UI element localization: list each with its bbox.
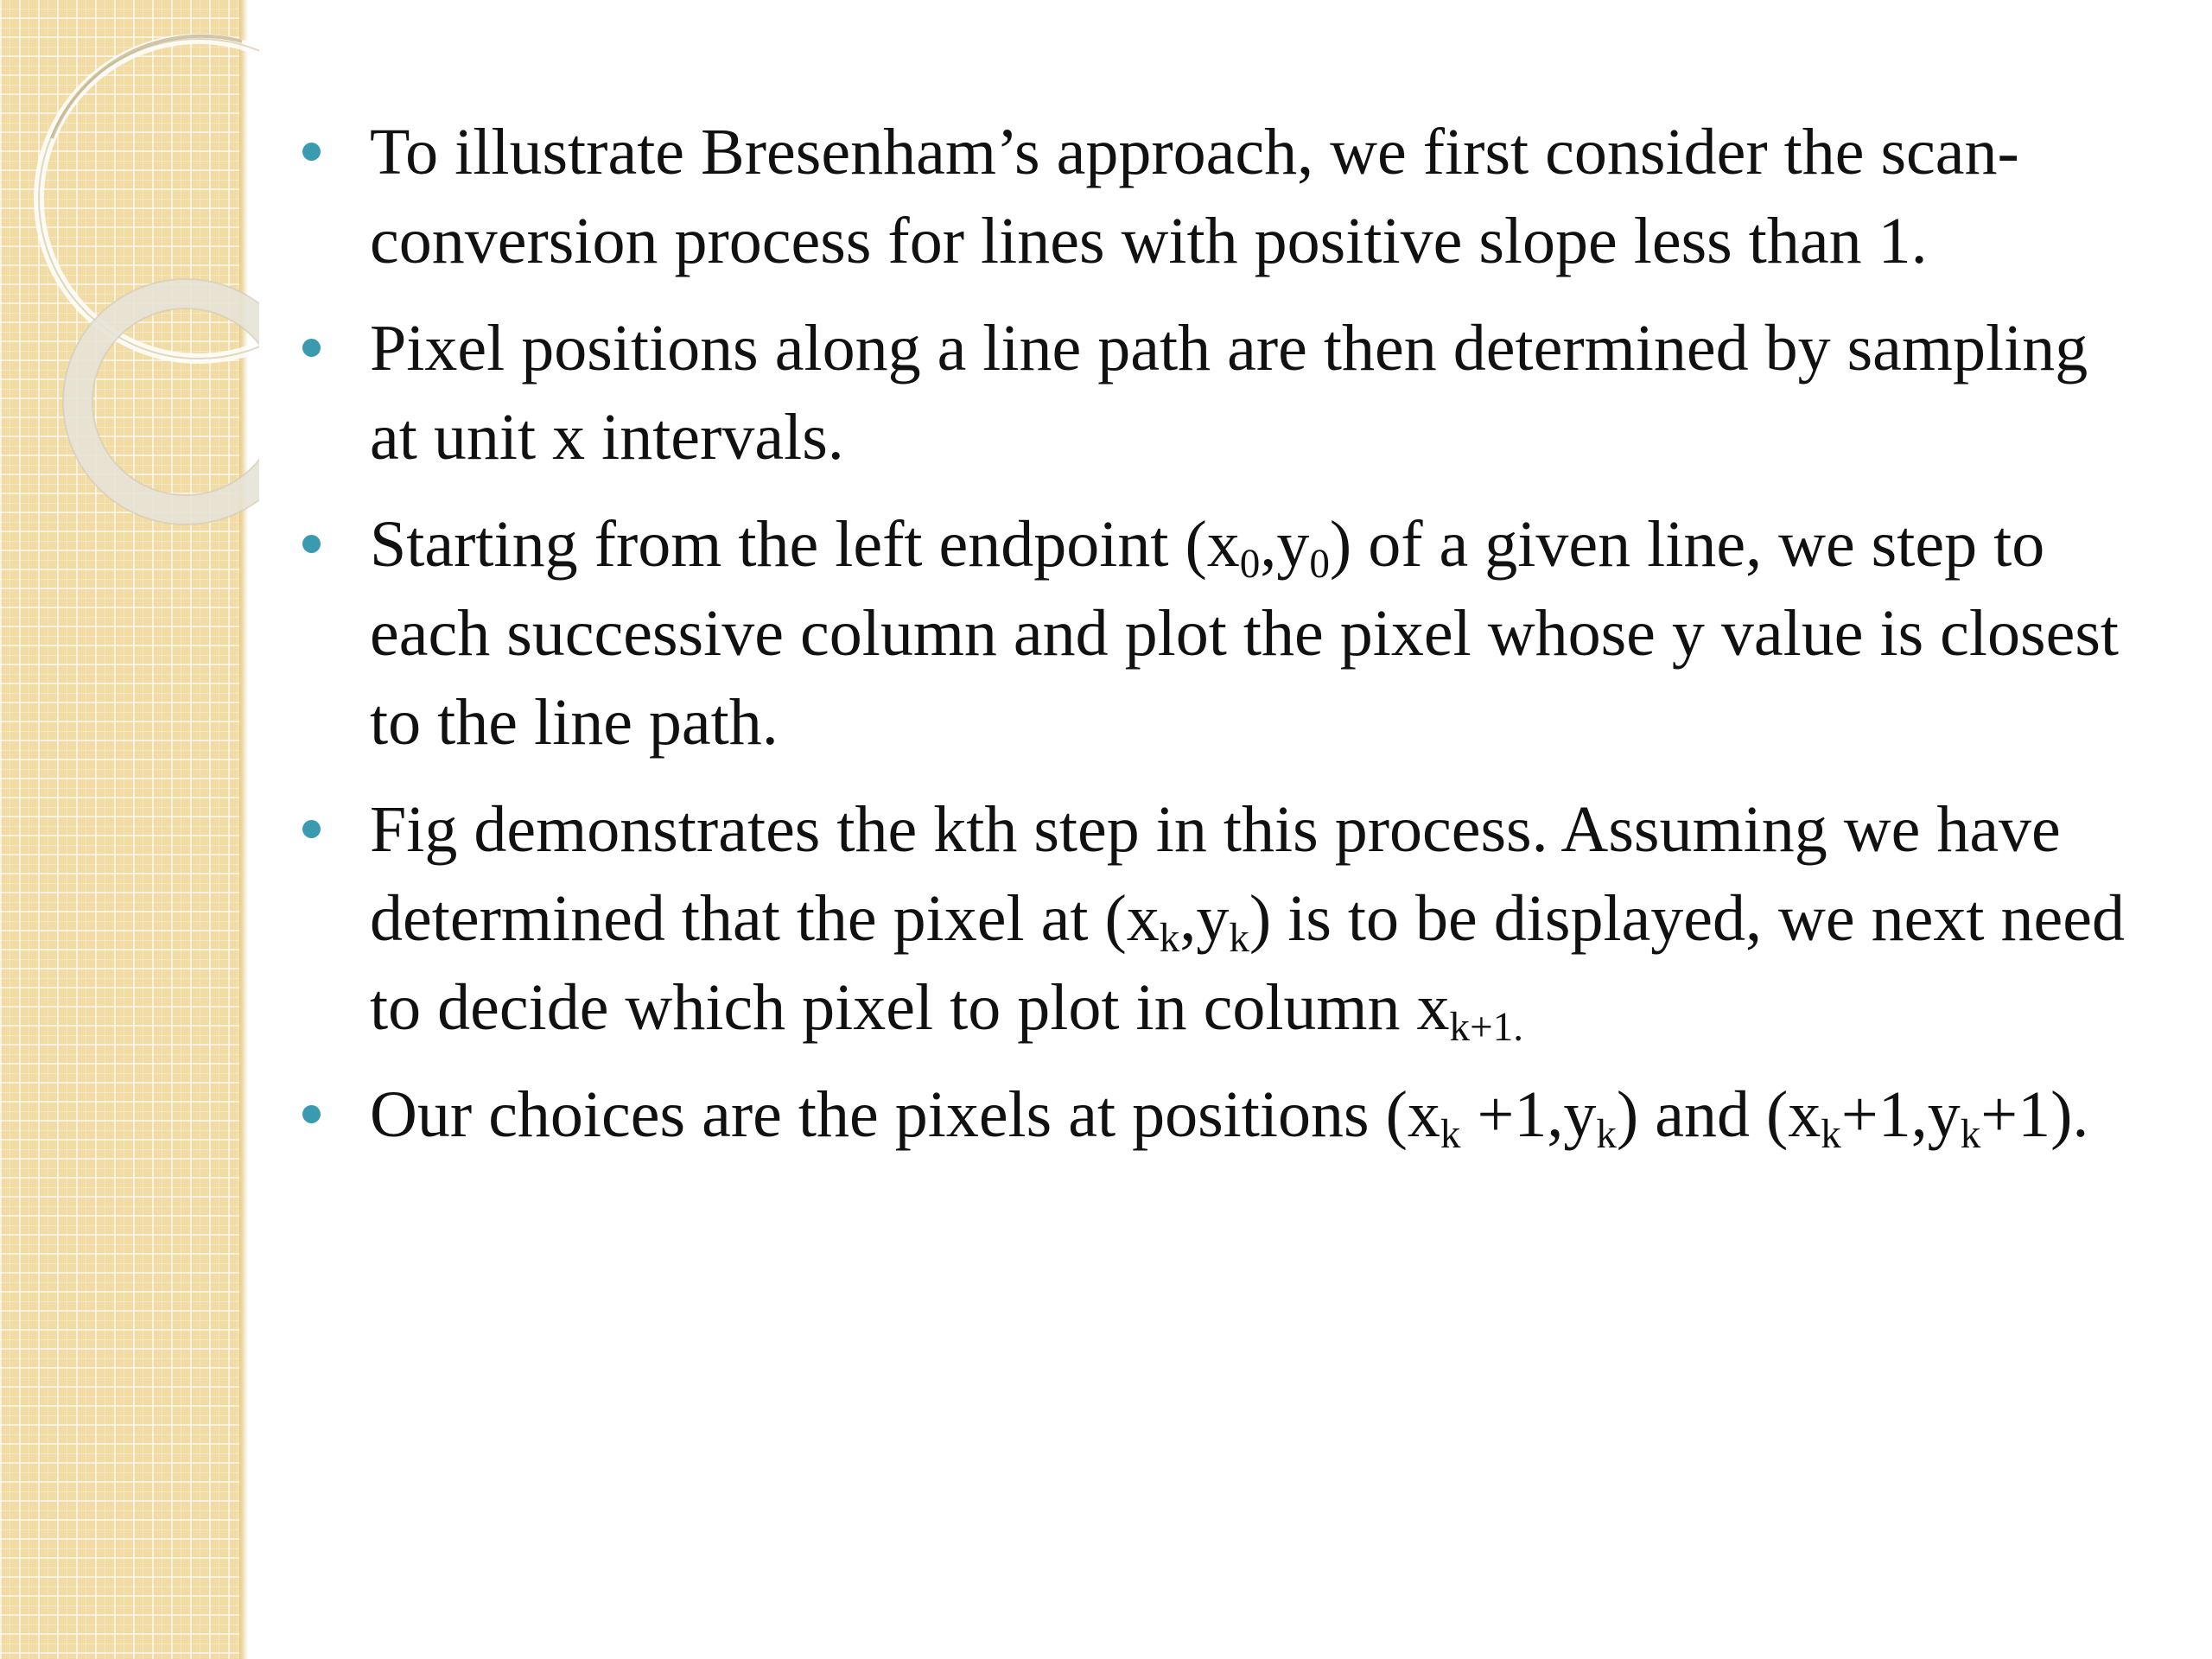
rings-icon (0, 0, 259, 553)
subscript: 0 (1239, 542, 1261, 588)
bullet-item-4 (302, 785, 2143, 1052)
bullet-list (302, 108, 2143, 1160)
subscript: k (1821, 1112, 1841, 1158)
text-segment: ) of a given line, we step to each successive column and plot the pixel whose y value is closest to the line path. (370, 508, 2120, 759)
text-segment: Starting from the left endpoint (x (370, 508, 1240, 581)
text-segment: +1,y (1460, 1078, 1597, 1151)
bullet-item-1 (302, 108, 2143, 286)
subscript: k (1596, 1112, 1617, 1158)
bullet-item-2 (302, 304, 2143, 482)
subscript: 0 (1309, 542, 1330, 588)
subscript: k (1440, 1112, 1461, 1158)
bullet-dot-icon (302, 339, 321, 357)
text-segment: Fig demonstrates the kth step in this process. Assuming we have determined that the pixel at (x (370, 793, 2061, 955)
text-segment: +1). (1980, 1078, 2089, 1151)
subscript: k (1960, 1112, 1981, 1158)
bullet-text (370, 1071, 2143, 1160)
bullet-item-5 (302, 1071, 2143, 1160)
text-segment: ,y (1260, 508, 1310, 581)
bullet-dot-icon (302, 535, 321, 553)
bullet-text (370, 304, 2143, 482)
bullet-dot-icon (302, 1105, 321, 1123)
text-segment: Pixel positions along a line path are then determined by sampling at unit x intervals. (370, 312, 2088, 474)
text-segment: ,y (1179, 882, 1230, 955)
text-segment: ) is to be displayed, we next need to decide which pixel to plot in column x (370, 882, 2125, 1044)
text-segment: ) and (x (1616, 1078, 1821, 1151)
text-segment: To illustrate Bresenham’s approach, we first consider the scan-conversion process for lines with positive slope less than 1. (370, 116, 2019, 277)
slide-content (302, 108, 2143, 1178)
bullet-text (370, 785, 2143, 1052)
bullet-text (370, 500, 2143, 767)
subscript: k (1229, 916, 1249, 962)
bullet-dot-icon (302, 820, 321, 838)
text-segment: +1,y (1840, 1078, 1961, 1151)
subscript: k+1. (1449, 1005, 1524, 1051)
bullet-text (370, 108, 2143, 286)
text-segment: Our choices are the pixels at positions (x (370, 1078, 1440, 1151)
bullet-dot-icon (302, 143, 321, 161)
subscript: k (1159, 916, 1180, 962)
bullet-item-3 (302, 500, 2143, 767)
